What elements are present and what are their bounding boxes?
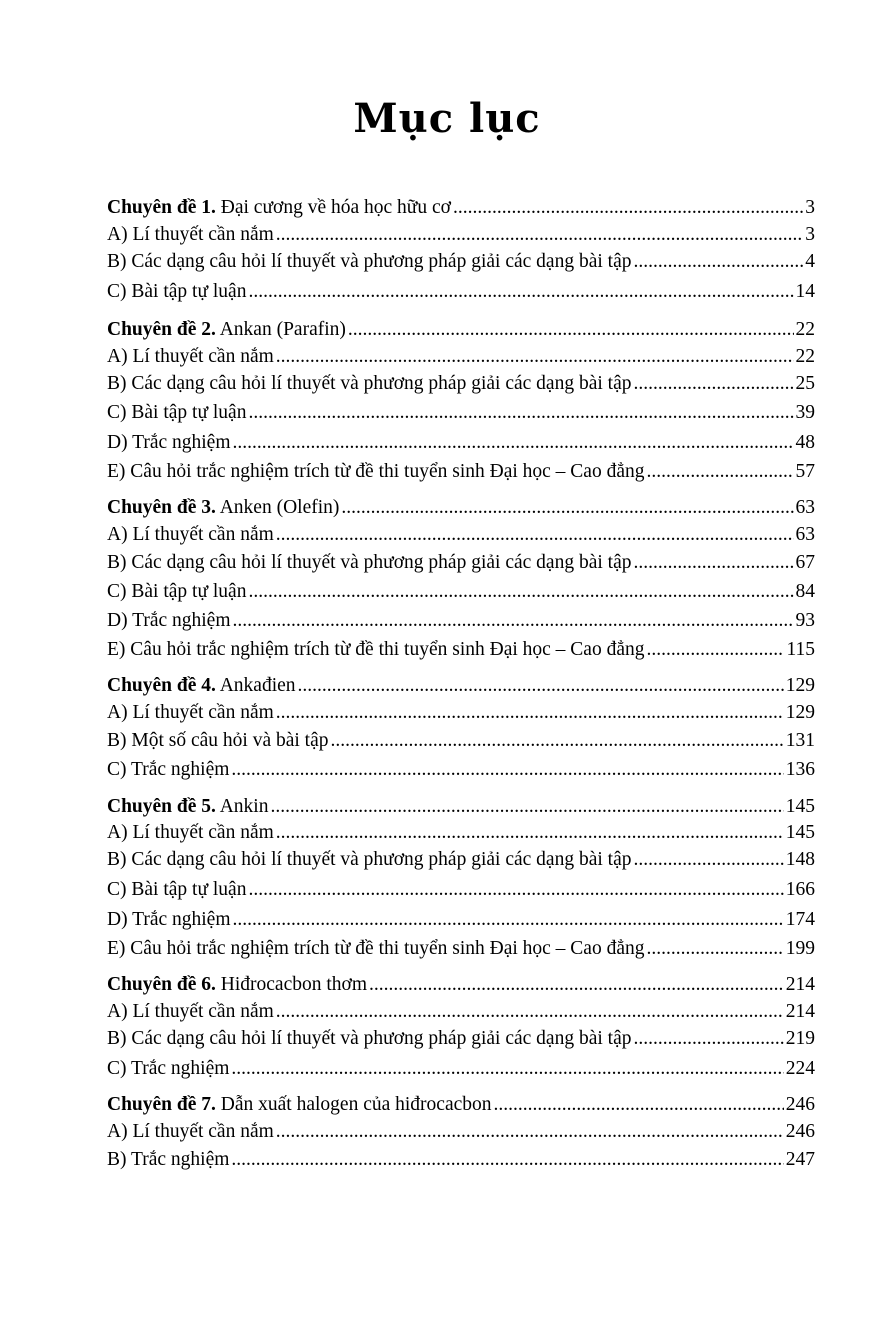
- toc-item[interactable]: [107, 758, 815, 782]
- toc-item[interactable]: [107, 280, 815, 304]
- dot-leader: [348, 318, 794, 342]
- dot-leader: [270, 795, 783, 819]
- toc-entry-label: Chuyên đề 5. Ankin: [107, 796, 269, 817]
- toc-entry-label: B) Trắc nghiệm: [107, 1149, 230, 1170]
- page-title: Mục lục: [353, 95, 541, 142]
- toc-entry-label: Chuyên đề 6. Hiđrocacbon thơm: [107, 974, 368, 995]
- toc-item[interactable]: [107, 729, 815, 753]
- dot-leader: [633, 1027, 783, 1051]
- toc-entry-label: B) Các dạng câu hỏi lí thuyết và phương pháp giải các dạng bài tập: [107, 373, 632, 394]
- page-number: 246: [785, 1094, 815, 1115]
- page-number: 214: [785, 974, 815, 995]
- dot-leader: [231, 758, 783, 782]
- toc-entry-label: B) Các dạng câu hỏi lí thuyết và phương pháp giải các dạng bài tập: [107, 1028, 632, 1049]
- page-number: 22: [795, 319, 815, 340]
- toc-entry-label: B) Các dạng câu hỏi lí thuyết và phương pháp giải các dạng bài tập: [107, 552, 632, 573]
- chapter-prefix: Chuyên đề 2.: [107, 319, 216, 340]
- toc-entry-label: C) Bài tập tự luận: [107, 281, 247, 302]
- chapter-prefix: Chuyên đề 7.: [107, 1094, 216, 1115]
- page-number: 67: [795, 552, 815, 573]
- page-number: 115: [786, 639, 815, 660]
- page-number: 84: [795, 581, 815, 602]
- toc-chapter-6[interactable]: [107, 973, 815, 997]
- toc-item[interactable]: [107, 401, 815, 425]
- page-number: 63: [795, 497, 815, 518]
- dot-leader: [231, 1057, 783, 1081]
- toc-item[interactable]: [107, 551, 815, 575]
- toc-entry-label: E) Câu hỏi trắc nghiệm trích từ đề thi tuyển sinh Đại học – Cao đẳng: [107, 639, 645, 660]
- chapter-prefix: Chuyên đề 5.: [107, 796, 216, 817]
- toc-entry-label: C) Trắc nghiệm: [107, 759, 230, 780]
- page-number: 246: [785, 1121, 815, 1142]
- toc-entry-label: C) Bài tập tự luận: [107, 402, 247, 423]
- dot-leader: [276, 701, 784, 725]
- page-number: 57: [795, 461, 815, 482]
- toc-entry-label: Chuyên đề 3. Anken (Olefin): [107, 497, 340, 518]
- page-number: 136: [785, 759, 815, 780]
- dot-leader: [276, 223, 803, 247]
- toc-entry-label: A) Lí thuyết cần nắm: [107, 224, 274, 245]
- toc-chapter-4[interactable]: [107, 674, 815, 698]
- toc-item[interactable]: [107, 372, 815, 396]
- toc-item[interactable]: [107, 1000, 815, 1024]
- toc-entry-label: A) Lí thuyết cần nắm: [107, 1001, 274, 1022]
- dot-leader: [248, 401, 793, 425]
- page-number: 174: [785, 909, 815, 930]
- toc-entry-label: A) Lí thuyết cần nắm: [107, 702, 274, 723]
- toc-item[interactable]: [107, 223, 815, 247]
- toc-item[interactable]: [107, 1148, 815, 1172]
- dot-leader: [341, 496, 793, 520]
- page-number: 63: [795, 524, 815, 545]
- page-number: 131: [785, 730, 815, 751]
- dot-leader: [298, 674, 784, 698]
- toc-entry-label: A) Lí thuyết cần nắm: [107, 346, 274, 367]
- dot-leader: [248, 580, 793, 604]
- toc-chapter-5[interactable]: [107, 795, 815, 819]
- dot-leader: [494, 1093, 784, 1117]
- toc-entry-label: C) Bài tập tự luận: [107, 581, 247, 602]
- dot-leader: [276, 821, 784, 845]
- toc-entry-label: B) Các dạng câu hỏi lí thuyết và phương pháp giải các dạng bài tập: [107, 849, 632, 870]
- page-number: 39: [795, 402, 815, 423]
- chapter-prefix: Chuyên đề 6.: [107, 974, 216, 995]
- toc-entry-label: A) Lí thuyết cần nắm: [107, 822, 274, 843]
- chapter-prefix: Chuyên đề 4.: [107, 675, 216, 696]
- toc-chapter-1[interactable]: [107, 196, 815, 220]
- toc-item[interactable]: [107, 878, 815, 902]
- toc-item[interactable]: [107, 821, 815, 845]
- dot-leader: [233, 609, 794, 633]
- page-number: 4: [805, 251, 815, 272]
- page-number: 93: [795, 610, 815, 631]
- toc-item[interactable]: [107, 1057, 815, 1081]
- toc-item[interactable]: [107, 701, 815, 725]
- toc-item[interactable]: [107, 431, 815, 455]
- chapter-prefix: Chuyên đề 1.: [107, 197, 216, 218]
- toc-entry-label: Chuyên đề 2. Ankan (Parafin): [107, 319, 346, 340]
- page-number: 22: [795, 346, 815, 367]
- toc-chapter-7[interactable]: [107, 1093, 815, 1117]
- toc-item[interactable]: [107, 609, 815, 633]
- dot-leader: [453, 196, 803, 220]
- toc-item[interactable]: [107, 638, 815, 662]
- dot-leader: [276, 523, 794, 547]
- toc-entry-label: D) Trắc nghiệm: [107, 909, 231, 930]
- dot-leader: [647, 638, 785, 662]
- page-number: 148: [785, 849, 815, 870]
- dot-leader: [231, 1148, 783, 1172]
- toc-entry-label: Chuyên đề 7. Dẫn xuất halogen của hiđrocacbon: [107, 1094, 492, 1115]
- dot-leader: [276, 1120, 784, 1144]
- dot-leader: [633, 848, 783, 872]
- toc-entry-label: C) Bài tập tự luận: [107, 879, 247, 900]
- page-number: 219: [785, 1028, 815, 1049]
- dot-leader: [276, 1000, 784, 1024]
- page-number: 14: [795, 281, 815, 302]
- dot-leader: [248, 280, 793, 304]
- toc-entry-label: E) Câu hỏi trắc nghiệm trích từ đề thi tuyển sinh Đại học – Cao đẳng: [107, 938, 645, 959]
- chapter-prefix: Chuyên đề 3.: [107, 497, 216, 518]
- toc-entry-label: D) Trắc nghiệm: [107, 432, 231, 453]
- toc-entry-label: A) Lí thuyết cần nắm: [107, 524, 274, 545]
- toc-entry-label: Chuyên đề 4. Ankađien: [107, 675, 296, 696]
- toc-entry-label: C) Trắc nghiệm: [107, 1058, 230, 1079]
- toc-item[interactable]: [107, 937, 815, 961]
- toc-item[interactable]: [107, 345, 815, 369]
- page-number: 3: [805, 224, 815, 245]
- dot-leader: [248, 878, 783, 902]
- toc-item[interactable]: [107, 848, 815, 872]
- toc-entry-label: E) Câu hỏi trắc nghiệm trích từ đề thi tuyển sinh Đại học – Cao đẳng: [107, 461, 645, 482]
- dot-leader: [233, 908, 784, 932]
- page-number: 25: [795, 373, 815, 394]
- toc-item[interactable]: [107, 580, 815, 604]
- toc-item[interactable]: [107, 908, 815, 932]
- toc-item[interactable]: [107, 1027, 815, 1051]
- toc-item[interactable]: [107, 250, 815, 274]
- toc-entry-label: Chuyên đề 1. Đại cương về hóa học hữu cơ: [107, 197, 451, 218]
- page-number: 48: [795, 432, 815, 453]
- toc-item[interactable]: [107, 460, 815, 484]
- toc-item[interactable]: [107, 1120, 815, 1144]
- page-number: 3: [805, 197, 815, 218]
- dot-leader: [633, 372, 793, 396]
- toc-entry-label: D) Trắc nghiệm: [107, 610, 231, 631]
- dot-leader: [647, 937, 784, 961]
- toc-entry-label: B) Một số câu hỏi và bài tập: [107, 730, 329, 751]
- dot-leader: [233, 431, 794, 455]
- page-number: 247: [785, 1149, 815, 1170]
- dot-leader: [369, 973, 784, 997]
- toc-item[interactable]: [107, 523, 815, 547]
- page-number: 214: [785, 1001, 815, 1022]
- toc-chapter-3[interactable]: [107, 496, 815, 520]
- toc-entry-label: B) Các dạng câu hỏi lí thuyết và phương pháp giải các dạng bài tập: [107, 251, 632, 272]
- page-number: 199: [785, 938, 815, 959]
- page-number: 129: [785, 675, 815, 696]
- toc-entry-label: A) Lí thuyết cần nắm: [107, 1121, 274, 1142]
- dot-leader: [276, 345, 794, 369]
- dot-leader: [331, 729, 784, 753]
- dot-leader: [633, 250, 803, 274]
- page-number: 145: [785, 822, 815, 843]
- page-number: 145: [785, 796, 815, 817]
- page-number: 166: [785, 879, 815, 900]
- page-number: 224: [785, 1058, 815, 1079]
- dot-leader: [647, 460, 794, 484]
- dot-leader: [633, 551, 793, 575]
- page-number: 129: [785, 702, 815, 723]
- toc-chapter-2[interactable]: [107, 318, 815, 342]
